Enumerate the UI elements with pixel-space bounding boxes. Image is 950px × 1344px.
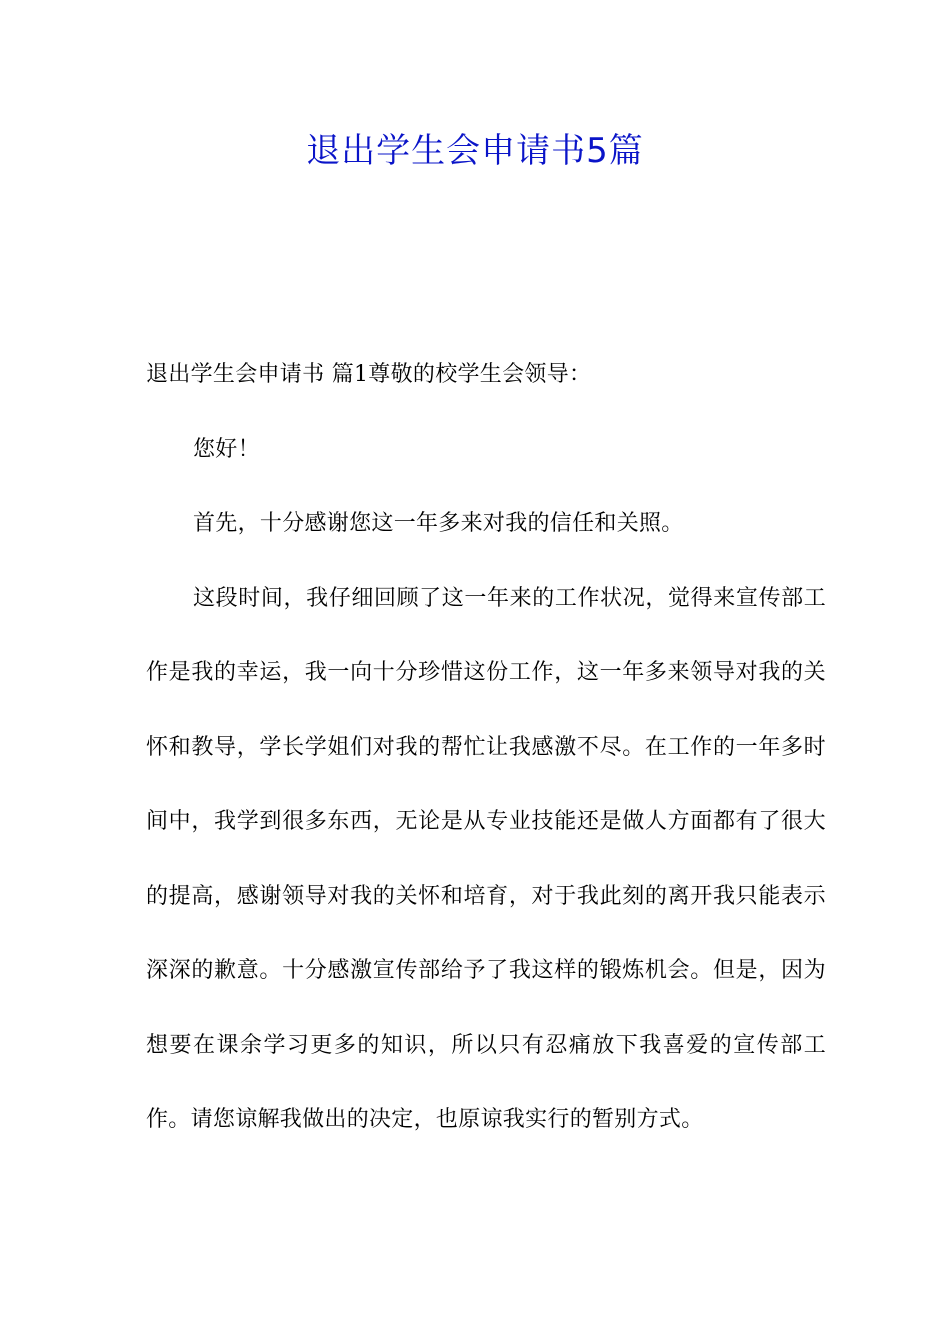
paragraph-thanks: 首先，十分感谢您这一年多来对我的信任和关照。 [193, 511, 684, 536]
document-body [146, 338, 826, 1158]
document-title: 退出学生会申请书5篇 [306, 131, 644, 171]
paragraph-main: 这段时间，我仔细回顾了这一年来的工作状况，觉得来宣传部工作是我的幸运，我一向十分珍惜这份工作，这一年多来领导对我的关怀和教导，学长学姐们对我的帮忙让我感激不尽。在工作的一年多时间中，我学到很多东西，无论是从专业技能还是做人方面都有了很大的提高，感谢领导对我的关怀和培育，对于我此刻的离开我只能表示深深的歉意。十分感激宣传部给予了我这样的锻炼机会。但是，因为想要在课余学习更多的知识，所以只有忍痛放下我喜爱的宣传部工作。请您谅解我做出的决定，也原谅我实行的暂别方式。 [146, 585, 826, 1132]
paragraph-heading-salutation: 退出学生会申请书 篇1尊敬的校学生会领导： [146, 362, 592, 387]
paragraph-greeting: 您好！ [193, 436, 260, 462]
